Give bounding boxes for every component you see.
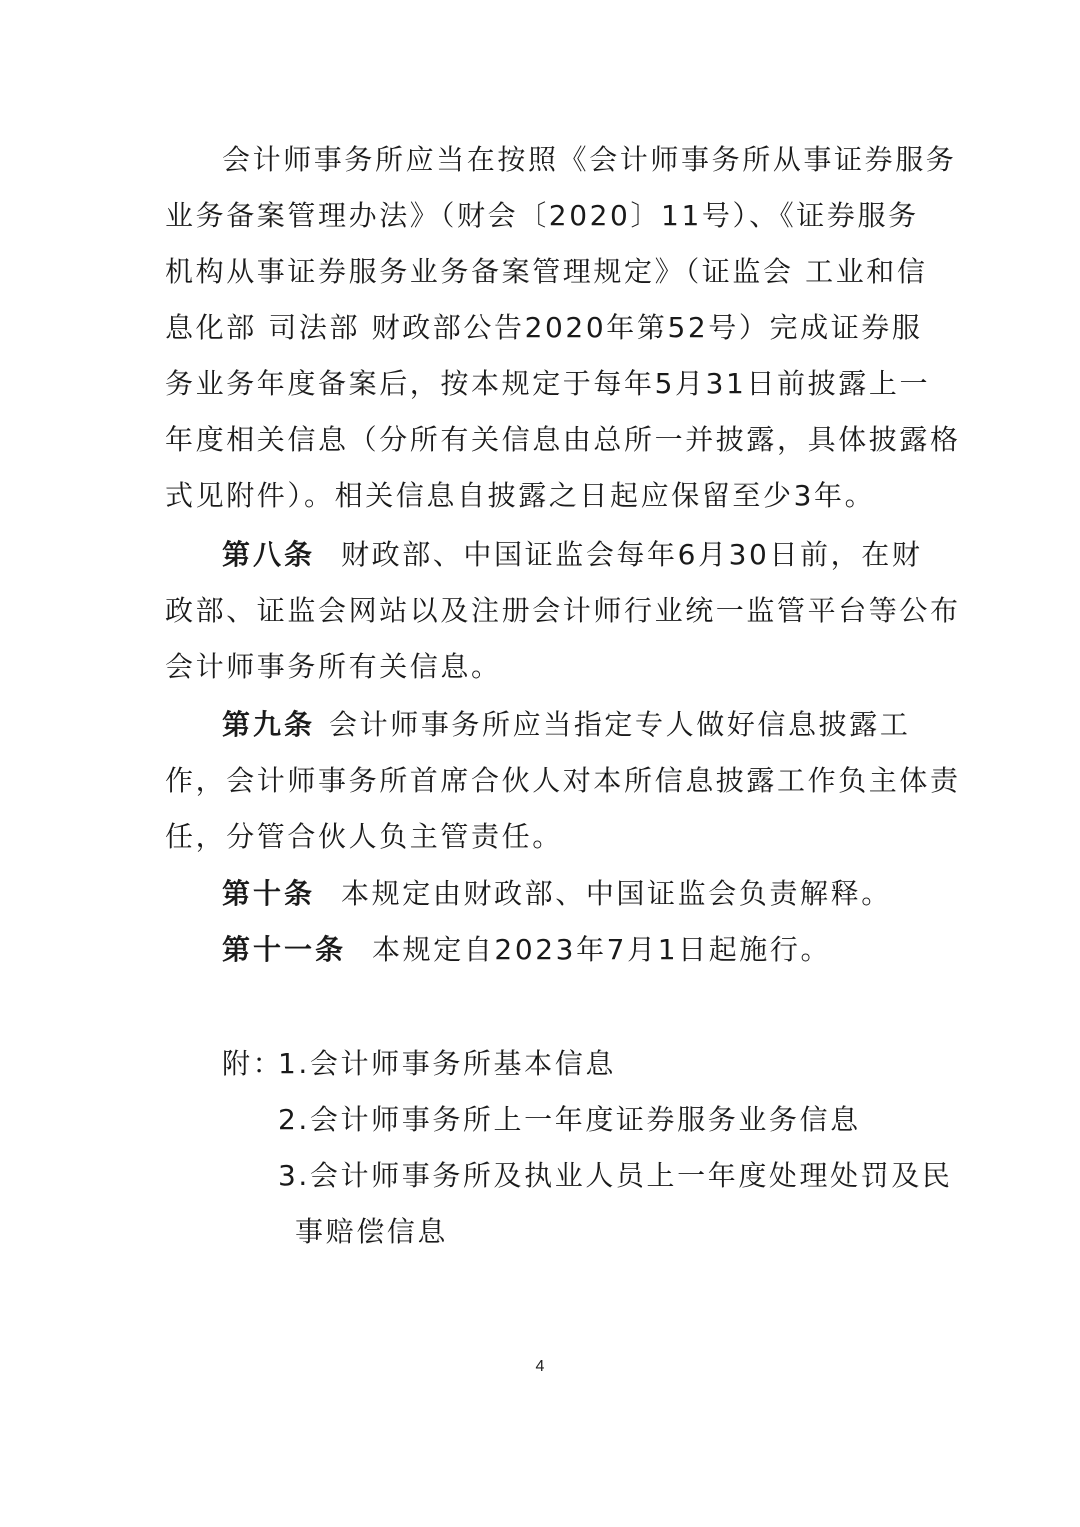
- attachment-item: 3.会计师事务所及执业人员上一年度处理处罚及民: [278, 1159, 953, 1192]
- paragraph-line: 式见附件）。相关信息自披露之日起应保留至少3年。: [165, 479, 876, 512]
- attachment-item: 1.会计师事务所基本信息: [278, 1047, 616, 1080]
- article-heading: 第八条: [222, 538, 316, 571]
- article-11-line: [222, 930, 982, 970]
- paragraph-line: 作，会计师事务所首席合伙人对本所信息披露工作负主体责: [165, 764, 961, 797]
- paragraph-line: 息化部 司法部 财政部公告2020年第52号）完成证券服: [165, 311, 923, 344]
- article-text: 财政部、中国证监会每年6月30日前，在财: [341, 538, 923, 571]
- paragraph-line: 年度相关信息（分所有关信息由总所一并披露，具体披露格: [165, 423, 961, 456]
- attachment-item-continuation: 事赔偿信息: [295, 1215, 449, 1248]
- article-text: 本规定由财政部、中国证监会负责解释。: [341, 877, 892, 910]
- paragraph-line: 务业务年度备案后，按本规定于每年5月31日前披露上一: [165, 367, 931, 400]
- paragraph-line: 机构从事证券服务业务备案管理规定》（证监会 工业和信: [165, 255, 928, 288]
- attachment-item: 2.会计师事务所上一年度证券服务业务信息: [278, 1103, 861, 1136]
- article-text: 会计师事务所应当指定专人做好信息披露工: [329, 708, 911, 741]
- paragraph-line: 任，分管合伙人负主管责任。: [165, 820, 563, 853]
- article-heading: 第十条: [222, 877, 316, 910]
- article-text: 本规定自2023年7月1日起施行。: [372, 933, 832, 966]
- page-number: 4: [535, 1358, 545, 1375]
- paragraph-line: 业务备案管理办法》（财会〔2020〕11号）、《证券服务: [165, 199, 919, 232]
- article-9-first-line: [222, 705, 982, 745]
- paragraph-line: 会计师事务所应当在按照《会计师事务所从事证券服务: [222, 143, 957, 176]
- article-heading: 第九条: [222, 708, 316, 741]
- paragraph-line: 政部、证监会网站以及注册会计师行业统一监管平台等公布: [165, 594, 961, 627]
- article-10-line: [222, 874, 982, 914]
- paragraph-line: 会计师事务所有关信息。: [165, 650, 502, 683]
- attachments-label: 附：: [222, 1047, 284, 1080]
- article-8-first-line: [222, 535, 982, 575]
- article-heading: 第十一条: [222, 933, 347, 966]
